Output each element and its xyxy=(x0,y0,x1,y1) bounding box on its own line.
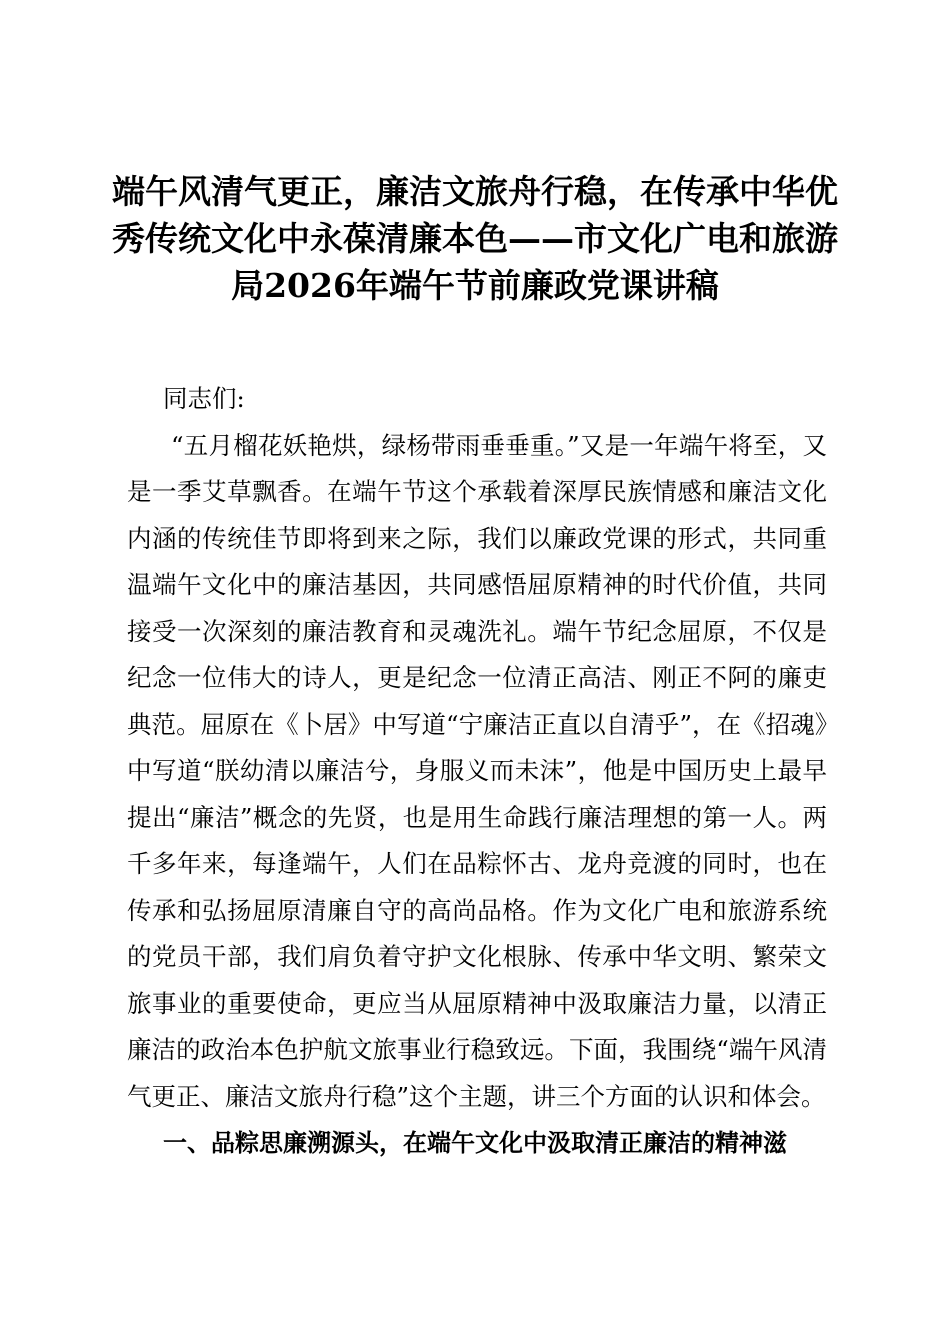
intro-paragraph: “五月榴花妖艳烘，绿杨带雨垂垂重。”又是一年端午将至，又是一季艾草飘香。在端午节这个承载着深厚民族情感和廉洁文化内涵的传统佳节即将到来之际，我们以廉政党课的形式，共同重温端午文化中的廉洁基因，共同感悟屈原精神的时代价值，共同接受一次深刻的廉洁教育和灵魂洗礼。端午节纪念屈原，不仅是纪念一位伟大的诗人，更是纪念一位清正高洁、刚正不阿的廉吏典范。屈原在《卜居》中写道“宁廉洁正直以自清乎”，在《招魂》中写道“朕幼清以廉洁兮，身服义而未沫”，他是中国历史上最早提出“廉洁”概念的先贤，也是用生命践行廉洁理想的第一人。两千多年来，每逢端午，人们在品粽怀古、龙舟竞渡的同时，也在传承和弘扬屈原清廉自守的高尚品格。作为文化广电和旅游系统的党员干部，我们肩负着守护文化根脉、传承中华文明、繁荣文旅事业的重要使命，更应当从屈原精神中汲取廉洁力量，以清正廉洁的政治本色护航文旅事业行稳致远。下面，我围绕“端午风清气更正、廉洁文旅舟行稳”这个主题，讲三个方面的认识和体会。 xyxy=(127,430,827,1111)
document-title: 端午风清气更正，廉洁文旅舟行稳，在传承中华优秀传统文化中永葆清廉本色——市文化广电和旅游局2026年端午节前廉政党课讲稿 xyxy=(112,172,838,305)
section-heading-1: 一、品粽思廉溯源头，在端午文化中汲取清正廉洁的精神滋 xyxy=(163,1129,787,1157)
salutation: 同志们: xyxy=(163,384,245,413)
document-body xyxy=(127,376,827,1167)
